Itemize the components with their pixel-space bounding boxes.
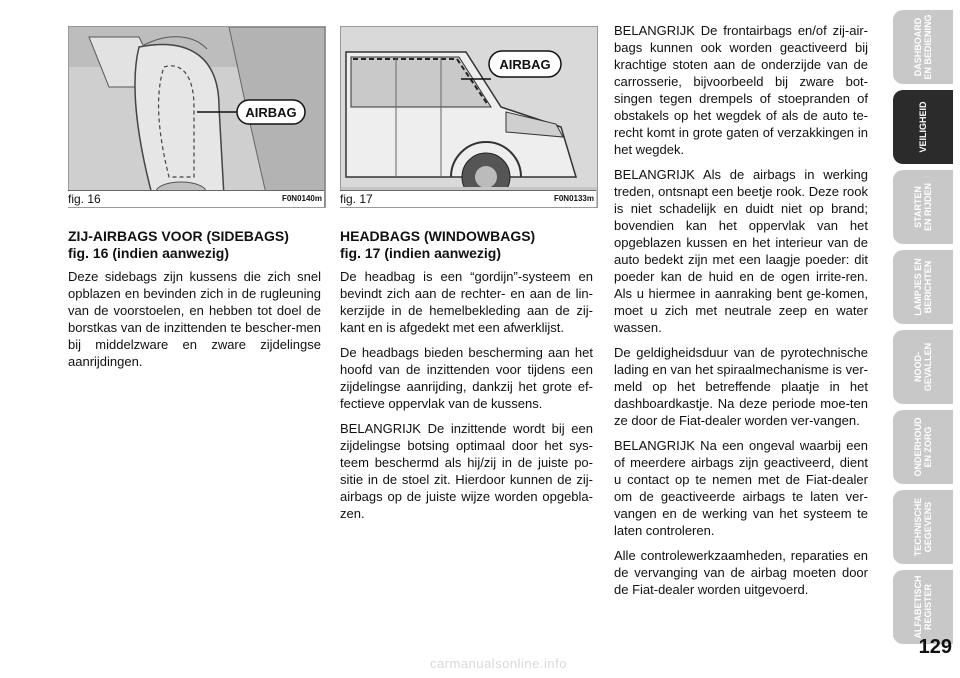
sidebags-heading-title: ZIJ-AIRBAGS VOOR (SIDEBAGS): [68, 228, 289, 244]
tab-register[interactable]: ALFABETISCH REGISTER: [893, 570, 953, 644]
tab-starten[interactable]: STARTEN EN RIJDEN: [893, 170, 953, 244]
right-paragraph: Alle controlewerkzaamheden, reparaties en de vervanging van de airbag moeten door de Fiat-dealer worden uitgevoerd.: [614, 548, 868, 597]
headbags-paragraph: De headbag is een “gordijn”-systeem en bevindt zich aan de rechter- en aan de lin-kerzijde in de hemelbekleding aan de zij-kant en is afgedekt met een afwerklijst.: [340, 269, 593, 335]
figure-17: [340, 26, 598, 208]
figure-16: [68, 26, 326, 208]
airbag-callout-16: AIRBAG: [245, 105, 297, 120]
right-paragraph: BELANGRIJK Als de airbags in werking treden, ontsnapt een beetje rook. Deze rook is niet schadelijk en duidt niet op brand; bovendien kan het oppervlak van het opgeblazen kussen en het interieur van de auto bedekt zijn met een laagje poeder: dit poeder kan de huid en de ogen irrite-ren. Als u hiermee in aanraking bent ge-komen, moet u zich met neutrale zeep en water wassen.: [614, 167, 868, 335]
watermark: carmanualsonline.info: [430, 656, 567, 671]
airbag-callout-17: AIRBAG: [499, 57, 551, 72]
tab-lampjes[interactable]: LAMPJES EN BERICHTEN: [893, 250, 953, 324]
tab-dashboard[interactable]: DASHBOARD EN BEDIENING: [893, 10, 953, 84]
page-number: 129: [918, 636, 952, 658]
right-paragraph: BELANGRIJK Na een ongeval waarbij een of meerdere airbags zijn geactiveerd, dient u contact op te nemen met de Fiat-dealer om de geactiveerde airbags te laten ver-vangen en de werking van het systeem te laten controleren.: [614, 438, 868, 538]
tab-veiligheid[interactable]: VEILIGHEID: [893, 90, 953, 164]
middle-column: [340, 228, 593, 530]
right-paragraph: BELANGRIJK De frontairbags en/of zij-air-bags kunnen ook worden geactiveerd bij krachtige stoten aan de onderzijde van de carrosserie, bijvoorbeeld bij zware bot-singen tegen drempels of stoepranden of obstakels op het wegdek of als de auto te-recht komt in grote gaten of verzakkingen in het wegdek.: [614, 23, 868, 157]
left-column: [68, 228, 321, 378]
right-paragraph: De geldigheidsduur van de pyrotechnische lading en van het spiraalmechanisme is ver-meld op het betreffende plaatje in het dashboardkastje. Na deze periode moe-ten ze door de Fiat-dealer worden ver-vangen.: [614, 345, 868, 428]
fig-16-label: fig. 16: [68, 192, 101, 206]
right-column: [614, 22, 868, 606]
headbags-paragraph: BELANGRIJK De inzittende wordt bij een zijdelingse botsing optimaal door het sys-teem beschermd als hij/zij in de juiste po-sitie in de stoel zit. Hierdoor kunnen de zij-airbags op de juiste wijze worden opgebla-zen.: [340, 421, 593, 521]
tab-onderhoud[interactable]: ONDERHOUD EN ZORG: [893, 410, 953, 484]
fig-17-caption: [340, 190, 596, 207]
fig-16-code: F0N0140m: [281, 194, 322, 203]
van-airbag-illustration: [341, 27, 597, 207]
sidebags-heading-sub: fig. 16 (indien aanwezig): [68, 245, 230, 261]
headbags-heading: [340, 228, 593, 262]
headbags-paragraph: De headbags bieden bescherming aan het hoofd van de inzittenden voor tijdens een zijdelingse aanrijding, dankzij het grote ef-fectieve oppervlak van de kussens.: [340, 345, 593, 411]
fig-16-caption: [68, 190, 324, 207]
headbags-heading-title: HEADBAGS (WINDOWBAGS): [340, 228, 536, 244]
fig-17-code: F0N0133m: [553, 194, 594, 203]
fig-17-label: fig. 17: [340, 192, 373, 206]
sidebags-paragraph: Deze sidebags zijn kussens die zich snel opblazen en bevinden zich in de rugleuning van de voorstoelen, en hebben tot doel de borstkas van de inzittenden te bescher-men bij middelzware en zware zijdelingse aanrijdingen.: [68, 269, 321, 369]
seat-airbag-illustration: [69, 27, 325, 207]
tab-technische[interactable]: TECHNISCHE GEGEVENS: [893, 490, 953, 564]
headbags-heading-sub: fig. 17 (indien aanwezig): [340, 245, 502, 261]
sidebags-heading: [68, 228, 321, 262]
tab-noodgevallen[interactable]: NOOD- GEVALLEN: [893, 330, 953, 404]
